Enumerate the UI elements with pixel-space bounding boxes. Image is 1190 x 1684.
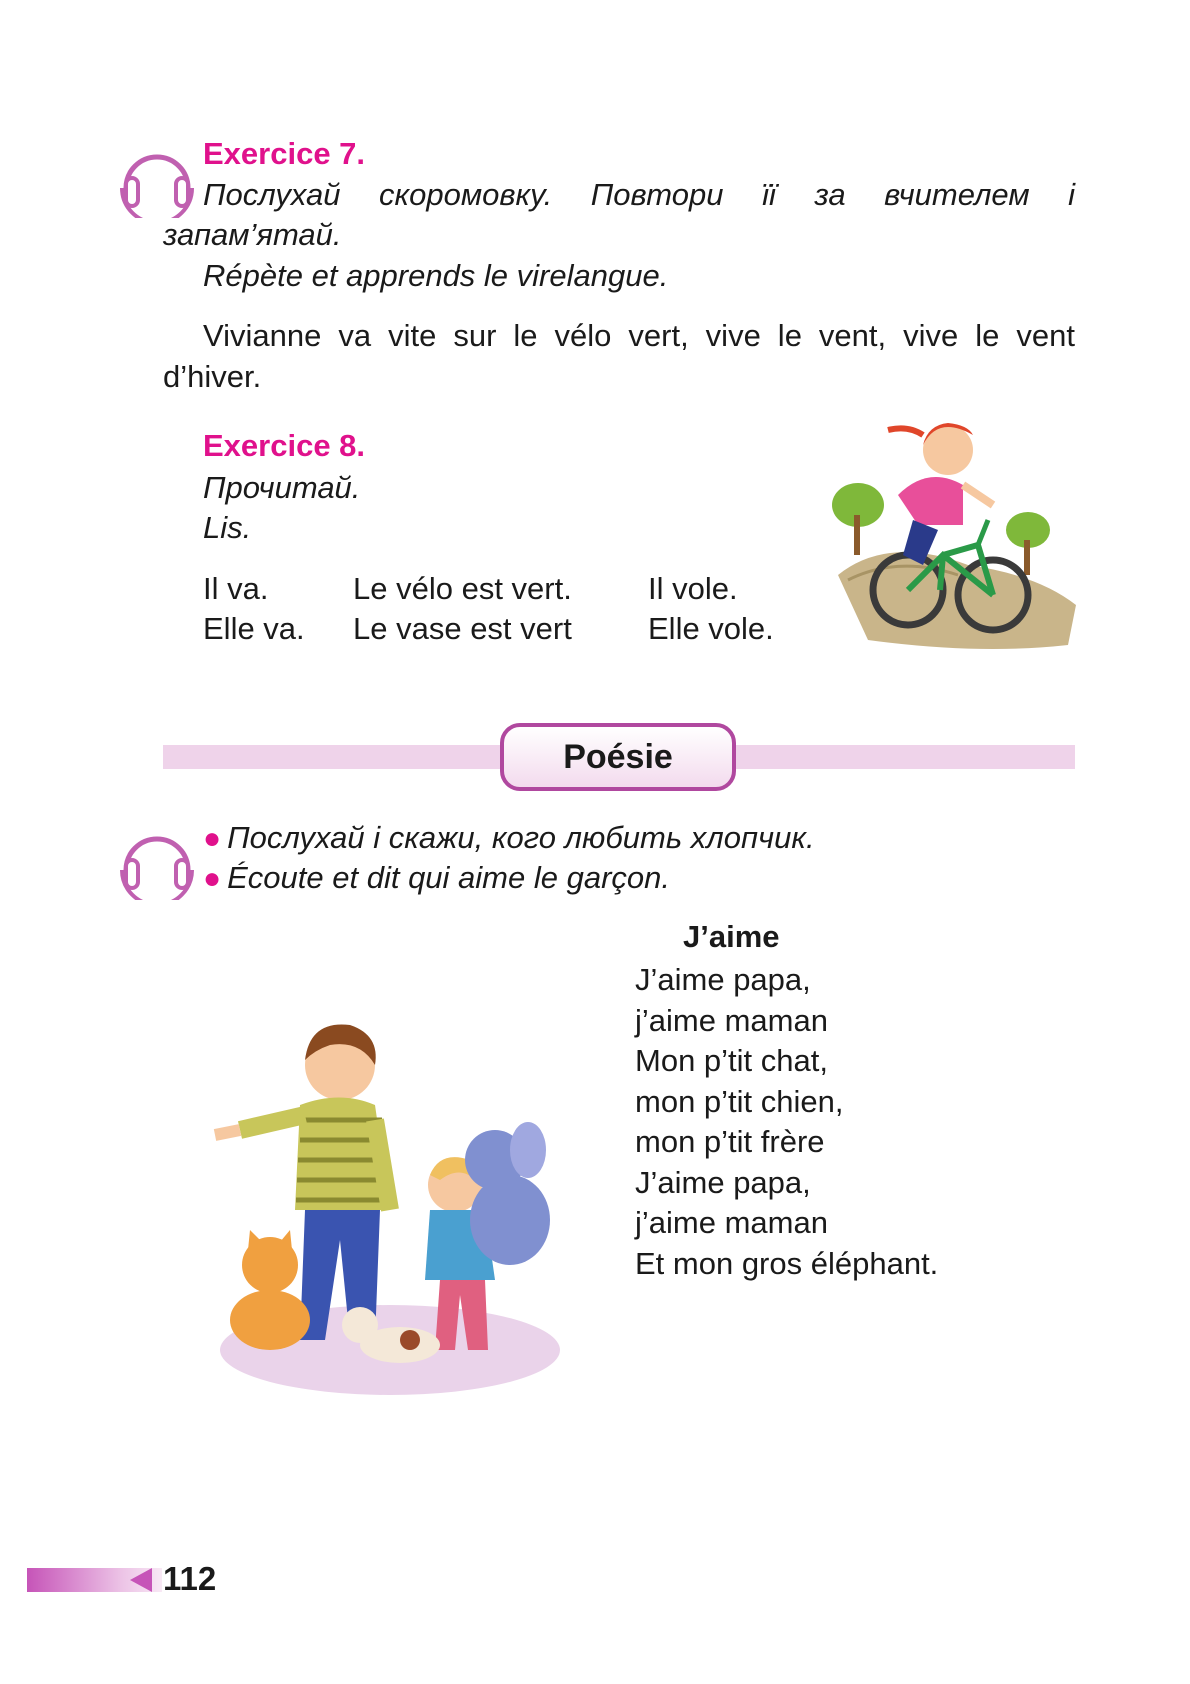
poem-line: J’aime papa, — [635, 1164, 811, 1200]
poem-line: j’aime maman — [635, 1002, 828, 1038]
exercise-7-instruction-fr: Répète et apprends le virelangue. — [203, 258, 669, 293]
exercise-7-title: Exercice 7. — [203, 136, 366, 171]
poem-line: Mon p’tit chat, — [635, 1043, 828, 1078]
bullet-icon: ● — [203, 822, 222, 855]
section-title: Poésie — [563, 737, 673, 776]
exercise-8-instruction-fr: Lis. — [203, 510, 252, 545]
arrow-left-icon — [128, 1566, 154, 1594]
headphones-icon — [118, 820, 196, 900]
exercise-7-instruction-uk: Послухай скоромовку. Повтори її за вчителем і — [203, 177, 1075, 212]
poem-line: Et mon gros éléphant. — [635, 1245, 939, 1281]
page-number: 112 — [163, 1560, 217, 1597]
poem-task-uk: ● Послухай і скажи, кого любить хлопчик. — [203, 820, 815, 855]
boy-with-brother-and-pets-illustration — [210, 1010, 570, 1400]
girl-on-bicycle-illustration — [828, 405, 1080, 655]
tongue-twister: Vivianne va vite sur le vélo vert, vive le vent, vive le vent — [203, 318, 1075, 353]
exercise-8-col2-row1: Le vélo est vert. — [353, 571, 572, 606]
poem-line: mon p’tit frère — [635, 1124, 825, 1159]
exercise-8-col3-row1: Il vole. — [648, 571, 738, 606]
tongue-twister-cont: d’hiver. — [163, 359, 262, 394]
poem-title: J’aime — [683, 919, 780, 954]
poem-task-fr: ● Écoute et dit qui aime le garçon. — [203, 860, 670, 895]
exercise-8-col2-row2: Le vase est vert — [353, 611, 572, 646]
exercise-8-title: Exercice 8. — [203, 428, 366, 463]
exercise-8-col3-row2: Elle vole. — [648, 611, 774, 646]
bullet-icon: ● — [203, 862, 222, 895]
poem-line: j’aime maman — [635, 1205, 828, 1240]
exercise-8-instruction-uk: Прочитай. — [203, 470, 361, 505]
section-title-box — [500, 723, 736, 791]
poem-line: mon p’tit chien, — [635, 1083, 844, 1119]
headphones-icon — [118, 138, 196, 218]
poem-line: J’aime papa, — [635, 962, 811, 997]
exercise-8-col1-row1: Il va. — [203, 571, 269, 606]
exercise-7-instruction-uk-cont: запам’ятай. — [163, 217, 342, 252]
poem-body — [635, 960, 938, 1284]
exercise-8-col1-row2: Elle va. — [203, 611, 305, 646]
